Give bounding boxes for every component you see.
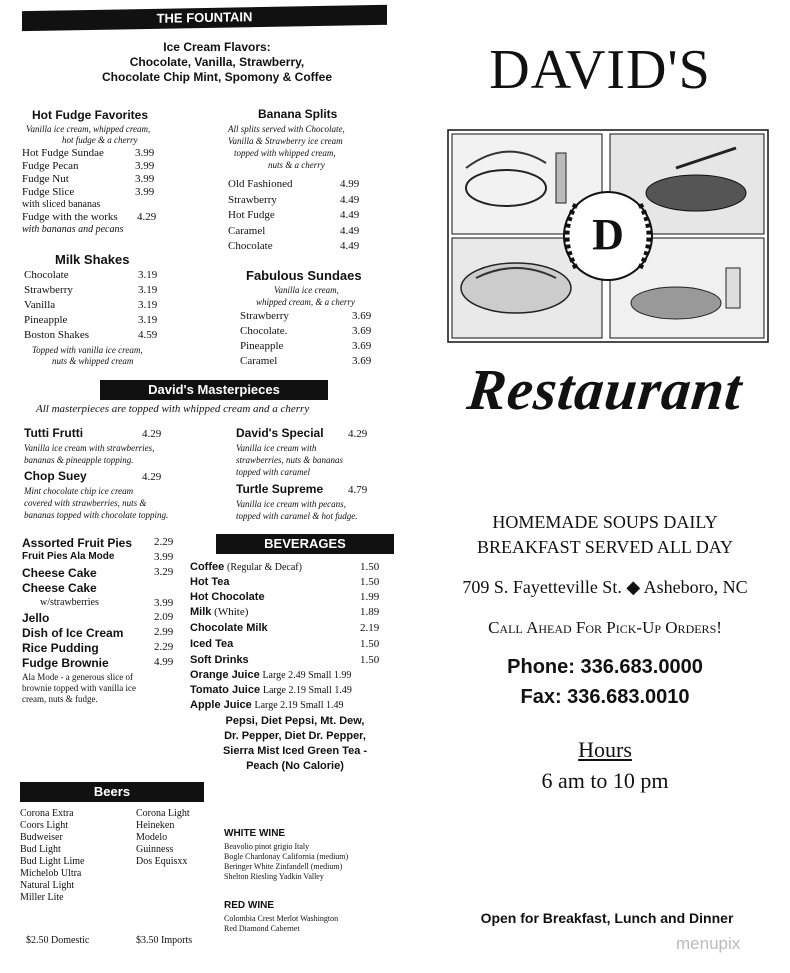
menu-item: Fudge Brownie 4.99	[22, 656, 174, 670]
item-desc: bananas topped with chocolate topping.	[24, 510, 169, 520]
list-item: Guinness	[136, 844, 174, 855]
banana-splits-desc2: Vanilla & Strawberry ice cream	[228, 136, 343, 146]
menu-item: Vanilla 3.19	[24, 299, 158, 311]
item-desc: Vanilla ice cream with pecans,	[236, 499, 346, 509]
milk-shakes-note1: Topped with vanilla ice cream,	[32, 345, 143, 355]
beverage-item: Tomato Juice Large 2.19 Small 1.49	[190, 684, 352, 696]
menu-item: Boston Shakes 4.59	[24, 329, 158, 341]
item-desc: topped with caramel	[236, 467, 310, 477]
menu-item-note: with sliced bananas	[22, 199, 101, 210]
flavors-line2: Chocolate Chip Mint, Spomony & Coffee	[102, 70, 332, 84]
menu-item: Chocolate 3.19	[24, 269, 158, 281]
hot-fudge-title: Hot Fudge Favorites	[32, 108, 149, 122]
milk-shakes-title: Milk Shakes	[55, 252, 130, 267]
menu-item: Strawberry 3.69	[240, 310, 372, 322]
white-wine-list	[224, 842, 348, 882]
red-wine-list	[224, 914, 338, 934]
item-desc: Mint chocolate chip ice cream	[24, 486, 134, 496]
address: 709 S. Fayetteville St. ◆ Asheboro, NC	[462, 577, 748, 597]
milk-shakes-note2: nuts & whipped cream	[52, 356, 134, 366]
beverage-item: Chocolate Milk 2.19	[190, 622, 380, 634]
menu-item: Hot Fudge 4.49	[228, 209, 360, 221]
sundaes-desc1: Vanilla ice cream,	[274, 285, 339, 295]
menu-item: Rice Pudding 2.29	[22, 641, 174, 655]
menu-item: Jello 2.09	[22, 611, 174, 625]
menu-item: Assorted Fruit Pies 2.29	[22, 536, 174, 550]
item-desc: covered with strawberries, nuts &	[24, 498, 147, 508]
menu-item: Chocolate. 3.69	[240, 325, 372, 337]
beers-header: Beers	[20, 782, 204, 802]
menu-item: Hot Fudge Sundae 3.99	[22, 147, 155, 159]
list-item: Colombia Crest Merlot Washington	[224, 914, 339, 923]
item-desc: topped with caramel & hot fudge.	[236, 511, 358, 521]
beverage-item: Iced Tea 1.50	[190, 638, 380, 650]
sundaes-desc2: whipped cream, & a cherry	[256, 297, 355, 307]
hot-fudge-desc1: Vanilla ice cream, whipped cream,	[26, 124, 151, 134]
list-item: Dos Equisxx	[136, 856, 188, 867]
list-item: Bogle Chardonay California (medium)	[224, 852, 349, 861]
sodas-line4: Peach (No Calorie)	[246, 760, 344, 772]
beverage-item: Milk (White) 1.89	[190, 606, 380, 618]
sodas-line1: Pepsi, Diet Pepsi, Mt. Dew,	[225, 715, 365, 727]
banana-splits-title: Banana Splits	[258, 107, 338, 121]
menu-item: Strawberry 3.19	[24, 284, 158, 296]
item-desc: Vanilla ice cream with strawberries,	[24, 443, 155, 453]
open-statement: Open for Breakfast, Lunch and Dinner	[480, 910, 734, 926]
banana-splits-desc4: nuts & a cherry	[268, 160, 325, 170]
menu-item: Pineapple 3.19	[24, 314, 158, 326]
list-item: Bud Light	[20, 844, 61, 855]
tagline-soups: HOMEMADE SOUPS DAILY	[492, 512, 718, 532]
menu-item: Cheese Cake	[22, 581, 97, 595]
banana-splits-desc1: All splits served with Chocolate,	[228, 124, 345, 134]
list-item: Shelton Riesling Yadkin Valley	[224, 872, 324, 881]
hours-value: 6 am to 10 pm	[541, 768, 669, 793]
item-name: Chop Suey	[24, 469, 87, 483]
menu-item: w/strawberries 3.99	[40, 597, 174, 609]
menu-item: Cheese Cake 3.29	[22, 566, 174, 580]
item-desc: strawberries, nuts & bananas	[236, 455, 344, 465]
tagline-breakfast: BREAKFAST SERVED ALL DAY	[476, 537, 734, 557]
list-item: Red Diamond Cabernet	[224, 924, 300, 933]
item-price: 4.79	[348, 484, 368, 496]
sodas-line3: Sierra Mist Iced Green Tea -	[222, 745, 368, 757]
desserts-note1: Ala Mode - a generous slice of	[22, 672, 133, 682]
menu-item-note: with bananas and pecans	[22, 224, 124, 235]
item-price: 4.29	[348, 428, 368, 440]
menu-item: Dish of Ice Cream 2.99	[22, 626, 174, 640]
list-item: Beringer White Zinfandell (medium)	[224, 862, 343, 871]
desserts-note2: brownie topped with vanilla ice	[22, 683, 136, 693]
list-item: Miller Lite	[20, 892, 64, 903]
list-item: Budweiser	[20, 832, 63, 843]
menu-item: Fudge Nut 3.99	[22, 173, 155, 185]
desserts-note3: cream, nuts & fudge.	[22, 694, 98, 704]
hours-title: Hours	[578, 737, 632, 762]
menu-item: Fudge with the works 4.29	[22, 211, 157, 223]
beverage-item: Hot Tea 1.50	[190, 576, 380, 588]
menu-item: Strawberry 4.49	[228, 194, 360, 206]
white-wine-title: WHITE WINE	[224, 828, 286, 839]
beers-domestic-list	[20, 808, 84, 904]
beverage-item: Orange Juice Large 2.49 Small 1.99	[190, 669, 352, 681]
food-illustration	[446, 128, 770, 344]
list-item: Michelob Ultra	[20, 868, 82, 879]
list-item: Bud Light Lime	[20, 856, 85, 867]
red-wine-title: RED WINE	[224, 900, 274, 911]
menu-item: Old Fashioned 4.99	[228, 178, 360, 190]
fax-number: Fax: 336.683.0010	[520, 686, 690, 708]
sundaes-title: Fabulous Sundaes	[246, 268, 362, 283]
beverage-item: Soft Drinks 1.50	[190, 654, 380, 666]
menu-item: Caramel 4.49	[228, 225, 360, 237]
masterpieces-subtitle: All masterpieces are topped with whipped cream and a cherry	[36, 403, 310, 415]
sodas-line2: Dr. Pepper, Diet Dr. Pepper,	[224, 730, 366, 742]
list-item: Modelo	[136, 832, 168, 843]
flavors-title: Ice Cream Flavors:	[163, 40, 271, 54]
menu-item: Chocolate 4.49	[228, 240, 360, 252]
list-item: Corona Light	[136, 808, 190, 819]
beverage-item: Coffee (Regular & Decaf) 1.50	[190, 561, 380, 573]
menu-item: Fruit Pies Ala Mode 3.99	[22, 551, 174, 563]
item-price: 4.29	[142, 428, 162, 440]
restaurant-script-title: Restaurant	[464, 357, 746, 422]
logo-emblem-letter: D	[592, 210, 624, 259]
restaurant-name: DAVID'S	[489, 39, 711, 101]
watermark: menupix	[676, 934, 741, 953]
list-item: Corona Extra	[20, 808, 74, 819]
flavors-line1: Chocolate, Vanilla, Strawberry,	[129, 55, 305, 69]
beers-import-price: $3.50 Imports	[136, 935, 193, 946]
menu-item: Pineapple 3.69	[240, 340, 372, 352]
list-item: Coors Light	[20, 820, 69, 831]
list-item: Beavolio pinot grigio Italy	[224, 842, 310, 851]
list-item: Heineken	[136, 820, 175, 831]
list-item: Natural Light	[20, 880, 75, 891]
hot-fudge-desc2: hot fudge & a cherry	[62, 135, 138, 145]
item-price: 4.29	[142, 471, 162, 483]
item-name: Tutti Frutti	[24, 426, 84, 440]
beverage-item: Apple Juice Large 2.19 Small 1.49	[190, 699, 344, 711]
banana-splits-desc3: topped with whipped cream,	[234, 148, 336, 158]
beers-import-list	[136, 808, 190, 868]
menu-item: Caramel 3.69	[240, 355, 372, 367]
beverages-header: BEVERAGES	[216, 534, 394, 554]
item-desc: bananas & pineapple topping.	[24, 455, 134, 465]
call-ahead: Call Ahead For Pick-Up Orders!	[488, 618, 722, 637]
fountain-header: THE FOUNTAIN	[22, 5, 387, 31]
item-name: Turtle Supreme	[236, 482, 324, 496]
item-desc: Vanilla ice cream with	[236, 443, 317, 453]
beverage-item: Hot Chocolate 1.99	[190, 591, 380, 603]
menu-item: Fudge Pecan 3.99	[22, 160, 155, 172]
menu-item: Fudge Slice 3.99	[22, 186, 155, 198]
phone-number: Phone: 336.683.0000	[507, 656, 703, 678]
masterpieces-header: David's Masterpieces	[100, 380, 328, 400]
item-name: David's Special	[236, 426, 324, 440]
beers-domestic-price: $2.50 Domestic	[26, 935, 90, 946]
